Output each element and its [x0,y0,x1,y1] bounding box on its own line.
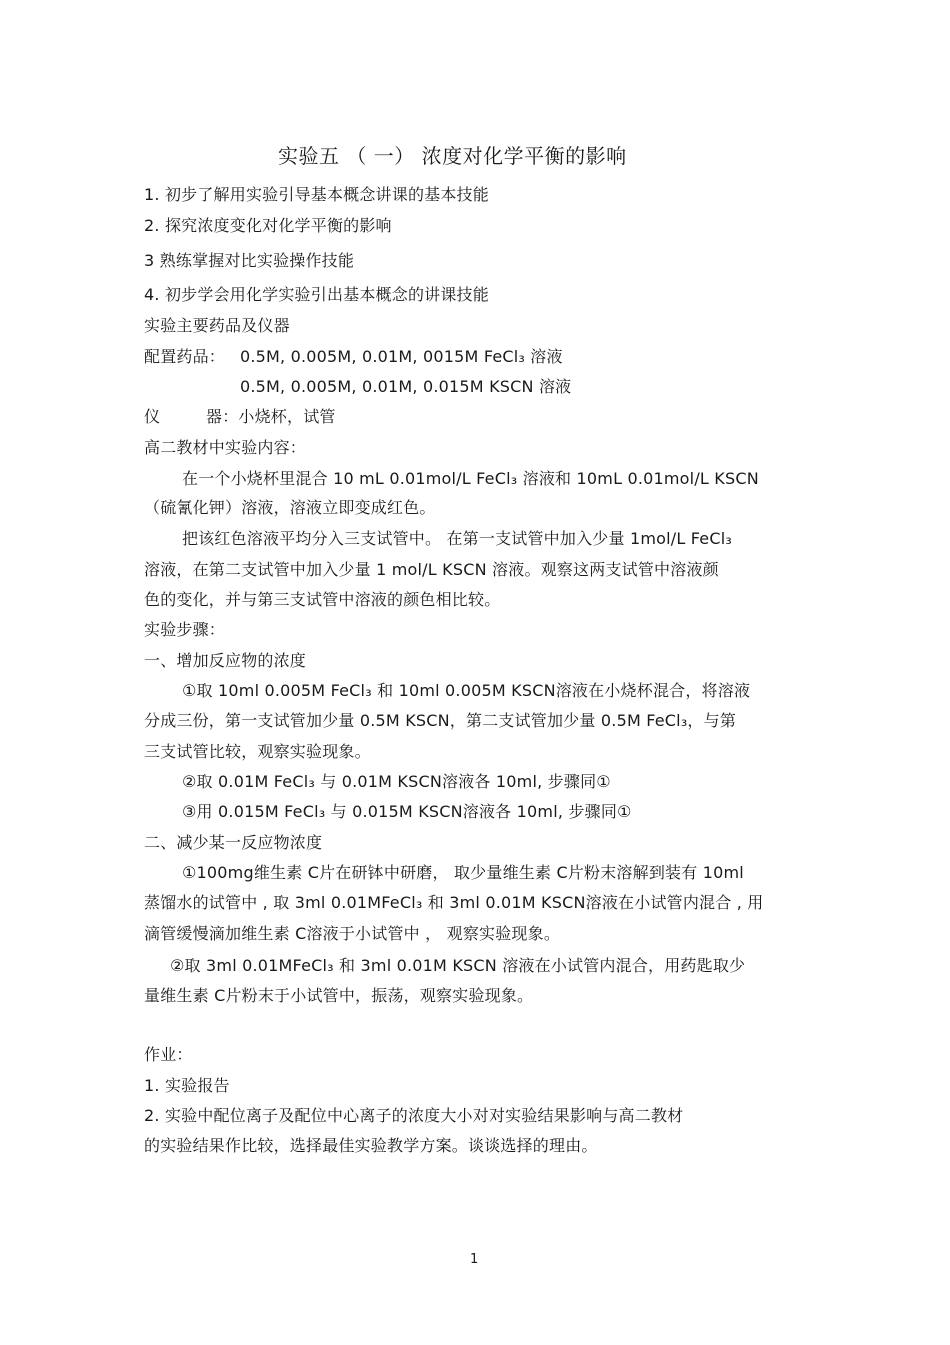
reagent-list-fecl3: 0.5M, 0.005M, 0.01M, 0015M FeCl₃ 溶液 [240,347,563,366]
instrument-label-2: 器： [206,407,239,426]
textbook-line: （硫氰化钾）溶液，溶液立即变成红色。 [144,498,436,517]
homework-heading: 作业： [144,1045,193,1064]
procedure-heading: 实验步骤： [144,620,226,639]
procedure-line: 量维生素 C片粉末于小试管中，振荡，观察实验现象。 [144,986,534,1005]
instrument-value: 小烧杯，试管 [238,407,336,426]
procedure-line: 滴管缓慢滴加维生素 C溶液于小试管中 ， 观察实验现象。 [144,924,561,943]
textbook-line: 在一个小烧杯里混合 10 mL 0.01mol/L FeCl₃ 溶液和 10mL 0.01mol/L KSCN [182,469,759,488]
objective-item: 2. 探究浓度变化对化学平衡的影响 [144,216,392,235]
procedure-line: ①100mg维生素 C片在研钵中研磨， 取少量维生素 C片粉末溶解到装有 10ml [182,863,744,882]
objective-item: 3 熟练掌握对比实验操作技能 [144,251,355,270]
homework-line: 1. 实验报告 [144,1076,230,1095]
procedure-part1-heading: 一、增加反应物的浓度 [144,651,307,670]
instrument-row [144,406,336,428]
procedure-line: 三支试管比较，观察实验现象。 [144,742,371,761]
instrument-label-1: 仪 [144,407,161,426]
procedure-line: ①取 10ml 0.005M FeCl₃ 和 10ml 0.005M KSCN溶液在小烧杯混合，将溶液 [182,681,751,700]
reagent-list-kscn: 0.5M, 0.005M, 0.01M, 0.015M KSCN 溶液 [240,377,572,396]
document-title: 实验五 （ 一） 浓度对化学平衡的影响 [278,144,627,168]
homework-line: 的实验结果作比较，选择最佳实验教学方案。谈谈选择的理由。 [144,1136,598,1155]
materials-heading: 实验主要药品及仪器 [144,316,290,335]
reagent-row-1 [144,346,563,368]
textbook-line: 溶液，在第二支试管中加入少量 1 mol/L KSCN 溶液。观察这两支试管中溶液颜 [144,560,719,579]
procedure-line: ②取 3ml 0.01MFeCl₃ 和 3ml 0.01M KSCN 溶液在小试管内混合，用药匙取少 [170,956,746,975]
textbook-heading: 高二教材中实验内容： [144,438,307,457]
textbook-line: 把该红色溶液平均分入三支试管中。 在第一支试管中加入少量 1mol/L FeCl₃ [182,529,732,548]
reagent-label: 配置药品： [144,347,226,366]
homework-line: 2. 实验中配位离子及配位中心离子的浓度大小对对实验结果影响与高二教材 [144,1106,684,1125]
page-number: 1 [470,1252,479,1267]
procedure-line: ③用 0.015M FeCl₃ 与 0.015M KSCN溶液各 10ml, 步骤同① [182,802,632,821]
reagent-row-2 [144,376,571,398]
objective-item: 1. 初步了解用实验引导基本概念讲课的基本技能 [144,185,489,204]
procedure-part2-heading: 二、减少某一反应物浓度 [144,833,323,852]
procedure-line: 蒸馏水的试管中 , 取 3ml 0.01MFeCl₃ 和 3ml 0.01M KSCN溶液在小试管内混合 , 用 [144,893,764,912]
textbook-line: 色的变化，并与第三支试管中溶液的颜色相比较。 [144,590,501,609]
procedure-line: ②取 0.01M FeCl₃ 与 0.01M KSCN溶液各 10ml, 步骤同① [182,772,611,791]
procedure-line: 分成三份，第一支试管加少量 0.5M KSCN，第二支试管加少量 0.5M FeCl₃，与第 [144,711,737,730]
objective-item: 4. 初步学会用化学实验引出基本概念的讲课技能 [144,285,489,304]
